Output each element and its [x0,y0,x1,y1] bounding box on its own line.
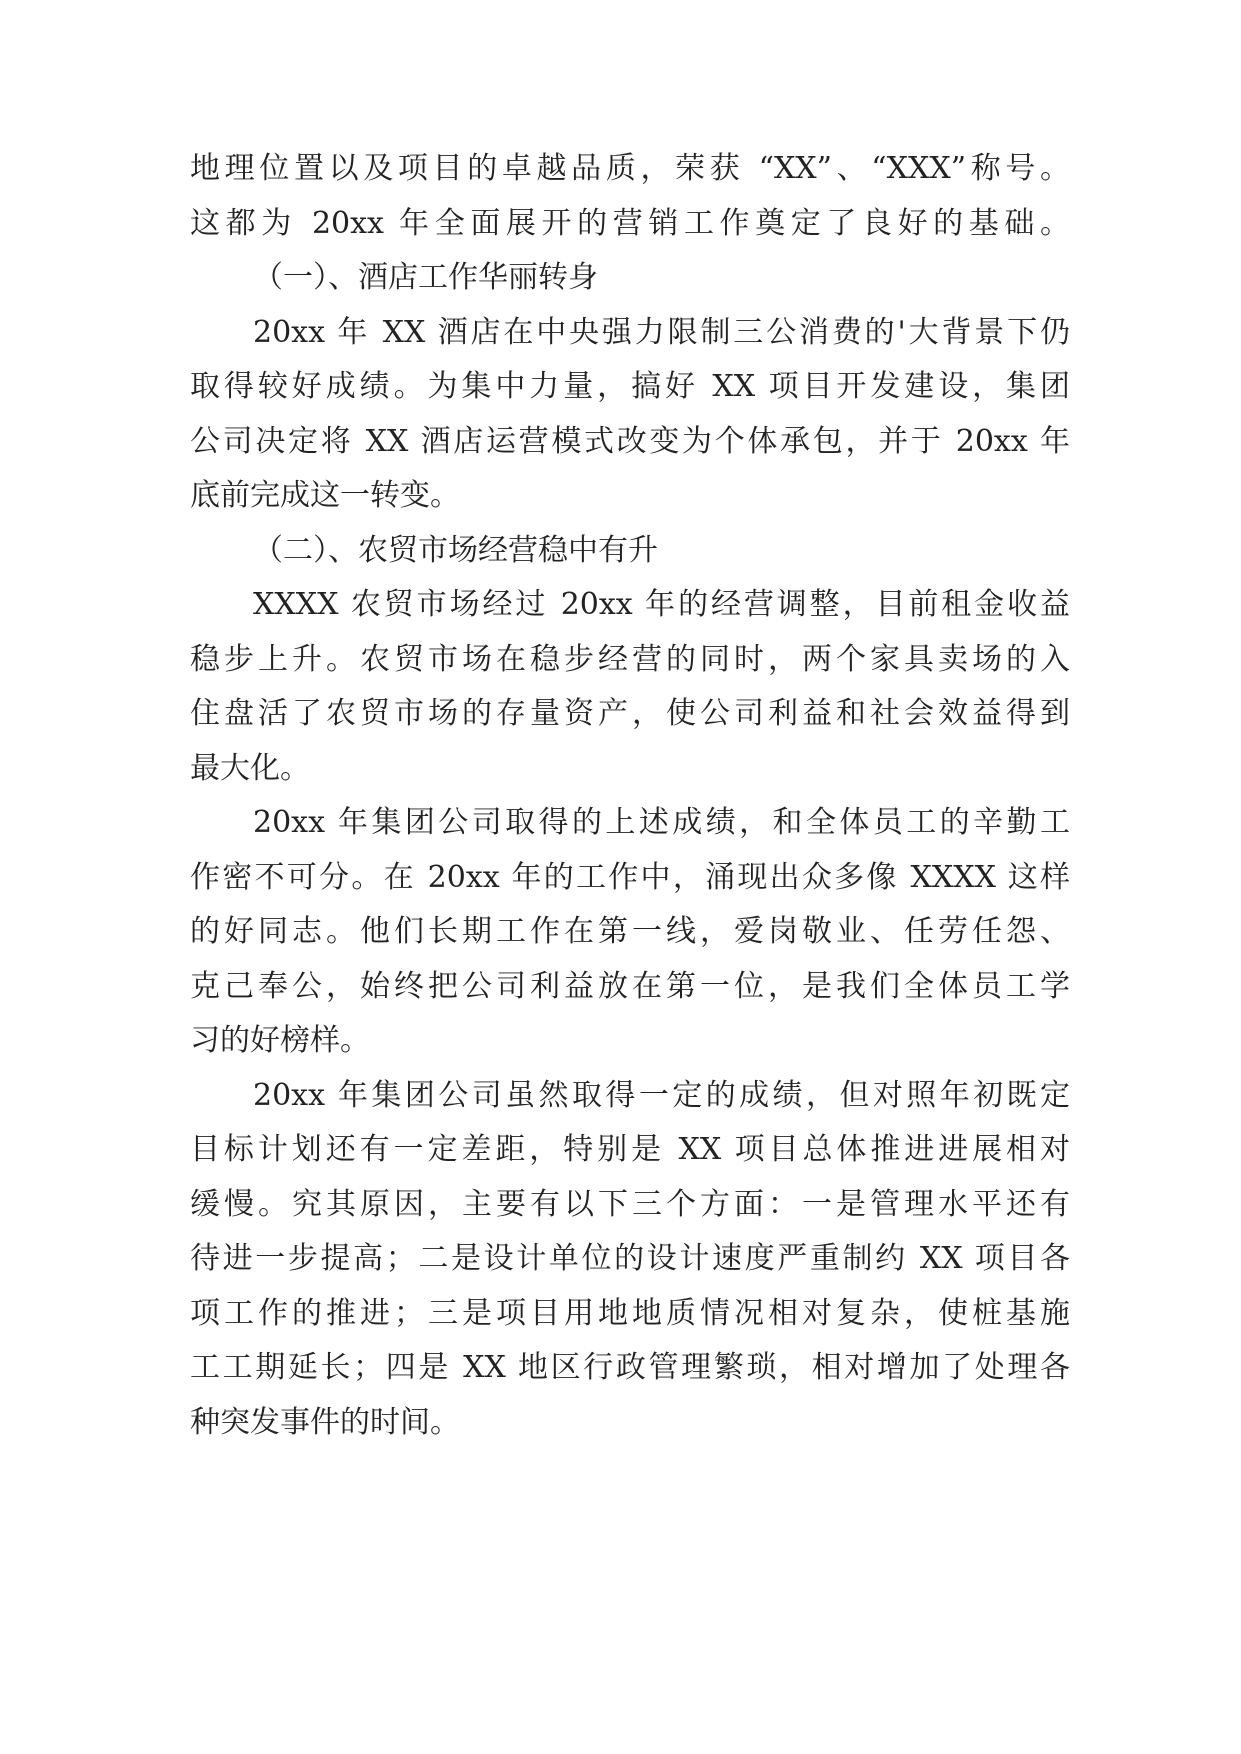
text-line: 的好同志。他们长期工作在第一线，爱岗敬业、任劳任怨、 [190,914,1070,949]
text-line: XXXX 农贸市场经过 20xx 年的经营调整，目前租金收益 [253,587,1070,622]
text-line: 地理位置以及项目的卓越品质，荣获 “XX”、“XXX”称号。 [190,151,1070,186]
text-line: 最大化。 [190,751,310,786]
text-line: 习的好榜样。 [190,1023,370,1058]
text-line: 20xx 年集团公司虽然取得一定的成绩，但对照年初既定 [253,1078,1070,1113]
text-line: 底前完成这一转变。 [190,478,460,513]
text-line: 种突发事件的时间。 [190,1405,460,1440]
text-line: 取得较好成绩。为集中力量，搞好 XX 项目开发建设，集团 [190,369,1070,404]
text-line: 缓慢。究其原因，主要有以下三个方面：一是管理水平还有 [190,1187,1070,1222]
section-heading: （一）、酒店工作华丽转身 [253,260,598,295]
text-line: 待进一步提高；二是设计单位的设计速度严重制约 XX 项目各 [190,1241,1070,1276]
section-heading: （二）、农贸市场经营稳中有升 [253,533,658,568]
text-line: 工工期延长；四是 XX 地区行政管理繁琐，相对增加了处理各 [190,1350,1070,1385]
text-line: 公司决定将 XX 酒店运营模式改变为个体承包，并于 20xx 年 [190,424,1070,459]
text-line: 住盘活了农贸市场的存量资产，使公司利益和社会效益得到 [190,696,1070,731]
text-line: 20xx 年 XX 酒店在中央强力限制三公消费的'大背景下仍 [253,315,1070,350]
text-line: 作密不可分。在 20xx 年的工作中，涌现出众多像 XXXX 这样 [190,860,1070,895]
text-line: 稳步上升。农贸市场在稳步经营的同时，两个家具卖场的入 [190,642,1070,677]
text-line: 项工作的推进；三是项目用地地质情况相对复杂，使桩基施 [190,1296,1070,1331]
text-line: 这都为 20xx 年全面展开的营销工作奠定了良好的基础。 [190,206,1070,241]
text-line: 克己奉公，始终把公司利益放在第一位，是我们全体员工学 [190,969,1070,1004]
text-line: 20xx 年集团公司取得的上述成绩，和全体员工的辛勤工 [253,805,1070,840]
text-line: 目标计划还有一定差距，特别是 XX 项目总体推进进展相对 [190,1132,1070,1167]
